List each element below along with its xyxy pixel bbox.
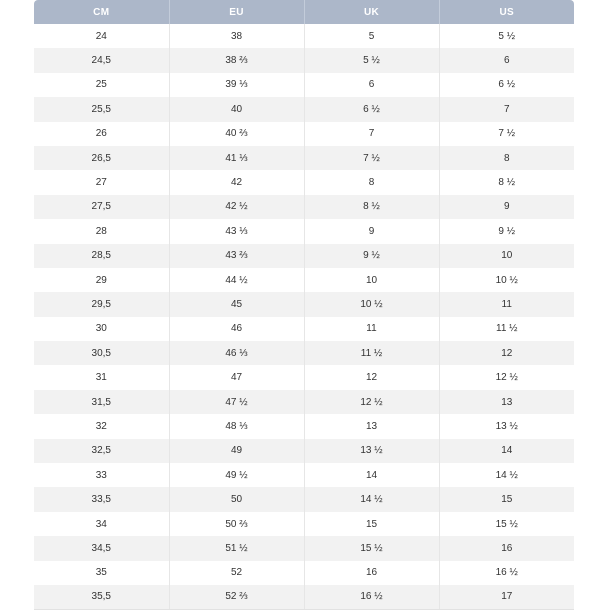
table-row: [34, 585, 574, 609]
cell-cm: 29,5: [91, 298, 111, 310]
cell-eu: 42: [169, 170, 304, 194]
size-chart-container: [34, 0, 574, 610]
cell-us: 15 ½: [439, 512, 574, 536]
cell-cm: 29: [95, 274, 107, 286]
table-header: [34, 0, 574, 24]
header-us: US: [439, 0, 574, 24]
cell-us: 9: [439, 195, 574, 219]
cell-uk: 14 ½: [304, 487, 439, 511]
cell-us: 8: [439, 146, 574, 170]
header-row: [34, 0, 574, 24]
cell-us: 12 ½: [439, 365, 574, 389]
cell-us: 13 ½: [439, 414, 574, 438]
header-cm: CM: [93, 6, 110, 18]
table-row: [34, 219, 574, 243]
cell-cm: 31,5: [91, 396, 111, 408]
cell-eu: 45: [169, 292, 304, 316]
cell-eu: 48 ⅓: [169, 414, 304, 438]
cell-us: 15: [439, 487, 574, 511]
cell-eu: 42 ½: [169, 195, 304, 219]
cell-us: 16: [439, 536, 574, 560]
header-eu: EU: [169, 0, 304, 24]
table-row: [34, 390, 574, 414]
cell-eu: 40 ⅔: [169, 122, 304, 146]
cell-eu: 52: [169, 561, 304, 585]
table-row: [34, 146, 574, 170]
cell-cm: 27: [95, 177, 107, 189]
table-body: [34, 24, 574, 609]
cell-uk: 8: [304, 170, 439, 194]
cell-uk: 11: [304, 317, 439, 341]
cell-uk: 16: [304, 561, 439, 585]
cell-us: 6: [439, 48, 574, 72]
cell-us: 6 ½: [439, 73, 574, 97]
cell-eu: 51 ½: [169, 536, 304, 560]
cell-uk: 11 ½: [304, 341, 439, 365]
cell-uk: 15 ½: [304, 536, 439, 560]
table-row: [34, 561, 574, 585]
cell-cm: 35,5: [34, 585, 169, 609]
cell-cm: 25: [95, 79, 107, 91]
cell-us: 7 ½: [439, 122, 574, 146]
cell-us: 17: [439, 585, 574, 609]
cell-cm: 27,5: [91, 201, 111, 213]
cell-eu: 50 ⅔: [169, 512, 304, 536]
cell-us: 11 ½: [439, 317, 574, 341]
cell-uk: 6: [304, 73, 439, 97]
cell-eu: 50: [169, 487, 304, 511]
cell-us: 16 ½: [439, 561, 574, 585]
header-uk: UK: [304, 0, 439, 24]
cell-eu: 38: [169, 24, 304, 48]
cell-uk: 5 ½: [304, 48, 439, 72]
table-row: [34, 24, 574, 48]
table-row: [34, 365, 574, 389]
cell-uk: 9: [304, 219, 439, 243]
table-row: [34, 463, 574, 487]
cell-uk: 12 ½: [304, 390, 439, 414]
size-chart-table: [34, 0, 574, 610]
table-row: [34, 341, 574, 365]
cell-cm: 32: [95, 420, 107, 432]
cell-uk: 16 ½: [304, 585, 439, 609]
table-row: [34, 48, 574, 72]
cell-cm: 34,5: [91, 542, 111, 554]
cell-us: 14 ½: [439, 463, 574, 487]
cell-us: 12: [439, 341, 574, 365]
table-row: [34, 439, 574, 463]
cell-us: 10: [439, 244, 574, 268]
cell-eu: 39 ⅓: [169, 73, 304, 97]
table-row: [34, 268, 574, 292]
cell-eu: 47 ½: [169, 390, 304, 414]
cell-cm: 31: [95, 372, 107, 384]
cell-cm: 26,5: [91, 152, 111, 164]
table-row: [34, 170, 574, 194]
cell-cm: 28,5: [91, 250, 111, 262]
cell-eu: 41 ⅓: [169, 146, 304, 170]
table-row: [34, 487, 574, 511]
table-row: [34, 195, 574, 219]
cell-cm: 24: [95, 30, 107, 42]
cell-us: 5 ½: [439, 24, 574, 48]
cell-cm: 32,5: [91, 445, 111, 457]
cell-us: 11: [439, 292, 574, 316]
cell-cm: 34: [95, 518, 107, 530]
table-row: [34, 73, 574, 97]
cell-uk: 5: [304, 24, 439, 48]
table-row: [34, 97, 574, 121]
cell-eu: 52 ⅔: [169, 585, 304, 609]
cell-uk: 14: [304, 463, 439, 487]
cell-cm: 33,5: [91, 494, 111, 506]
cell-us: 7: [439, 97, 574, 121]
cell-uk: 10: [304, 268, 439, 292]
cell-us: 13: [439, 390, 574, 414]
cell-cm: 25,5: [91, 103, 111, 115]
cell-eu: 49 ½: [169, 463, 304, 487]
cell-uk: 6 ½: [304, 97, 439, 121]
table-row: [34, 414, 574, 438]
cell-cm: 28: [95, 225, 107, 237]
cell-us: 10 ½: [439, 268, 574, 292]
cell-eu: 47: [169, 365, 304, 389]
cell-cm: 24,5: [91, 55, 111, 67]
cell-eu: 49: [169, 439, 304, 463]
cell-eu: 38 ⅔: [169, 48, 304, 72]
cell-eu: 46 ⅓: [169, 341, 304, 365]
table-row: [34, 536, 574, 560]
cell-eu: 40: [169, 97, 304, 121]
table-row: [34, 317, 574, 341]
cell-cm: 33: [95, 469, 107, 481]
cell-us: 14: [439, 439, 574, 463]
cell-eu: 43 ⅔: [169, 244, 304, 268]
cell-uk: 13 ½: [304, 439, 439, 463]
cell-uk: 13: [304, 414, 439, 438]
cell-uk: 7: [304, 122, 439, 146]
cell-uk: 9 ½: [304, 244, 439, 268]
table-row: [34, 244, 574, 268]
cell-cm: 30,5: [91, 347, 111, 359]
cell-uk: 15: [304, 512, 439, 536]
cell-uk: 10 ½: [304, 292, 439, 316]
cell-eu: 44 ½: [169, 268, 304, 292]
cell-cm: 35: [95, 567, 107, 579]
cell-cm: 30: [95, 323, 107, 335]
table-row: [34, 512, 574, 536]
table-row: [34, 292, 574, 316]
cell-uk: 8 ½: [304, 195, 439, 219]
cell-eu: 43 ⅓: [169, 219, 304, 243]
table-row: [34, 122, 574, 146]
cell-uk: 7 ½: [304, 146, 439, 170]
cell-us: 8 ½: [439, 170, 574, 194]
cell-cm: 26: [95, 128, 107, 140]
cell-us: 9 ½: [439, 219, 574, 243]
cell-eu: 46: [169, 317, 304, 341]
cell-uk: 12: [304, 365, 439, 389]
